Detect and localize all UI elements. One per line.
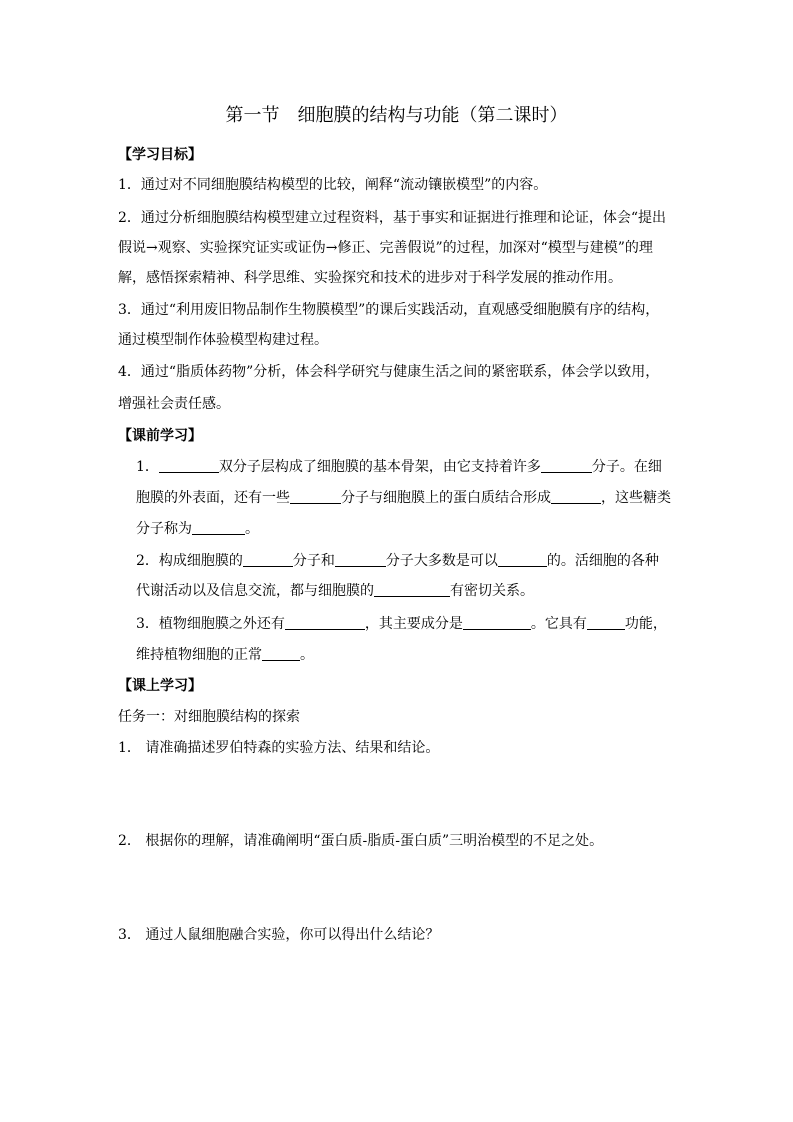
- q2-text-a: 2．构成细胞膜的: [136, 553, 243, 569]
- fill-blank[interactable]: [541, 458, 592, 473]
- q3-text-d: 功能，: [624, 616, 667, 632]
- objective-line-1: 1．通过对不同细胞膜结构模型的比较，阐释“流动镶嵌模型”的内容。: [118, 177, 548, 193]
- fill-blank[interactable]: [498, 552, 547, 567]
- fill-blank[interactable]: [243, 552, 293, 567]
- prelearning-q1-line-2: [136, 488, 671, 508]
- fill-blank[interactable]: [262, 646, 300, 661]
- prelearning-q3-line-2: [136, 645, 314, 665]
- q1-text-a: 双分子层构成了细胞膜的基本骨架，由它支持着许多: [218, 459, 541, 475]
- q1-text-b: 分子。在细: [591, 459, 662, 475]
- objective-line-4: 解，感悟探索精神、科学思维、实验探究和技术的进步对于科学发展的推动作用。: [118, 270, 622, 286]
- objective-line-7: 4．通过“脂质体药物”分析，体会科学研究与健康生活之间的紧密联系，体会学以致用，: [118, 364, 660, 380]
- q2-text-b: 分子和: [292, 553, 335, 569]
- q1-text-c: 胞膜的外表面，还有一些: [136, 490, 290, 506]
- q3-text-c: 。它具有: [530, 616, 587, 632]
- q1-number: 1．: [136, 459, 159, 475]
- q3-text-a: 3．植物细胞膜之外还有: [136, 616, 285, 632]
- objective-line-6: 通过模型制作体验模型构建过程。: [118, 332, 328, 348]
- objectives-heading: 【学习目标】: [118, 147, 202, 163]
- prelearning-q2-line-1: [136, 551, 659, 571]
- q1-text-e: ，这些糖类: [601, 490, 671, 506]
- fill-blank[interactable]: [551, 489, 601, 504]
- q1-text-f: 分子称为: [136, 521, 192, 537]
- q2-text-d: 的。活细胞的各种: [546, 553, 659, 569]
- q3-text-e: 维持植物细胞的正常: [136, 647, 262, 663]
- objective-line-5: 3．通过“利用废旧物品制作生物膜模型”的课后实践活动，直观感受细胞膜有序的结构，: [118, 302, 660, 318]
- inclass-question-1: 1． 请准确描述罗伯特森的实验方法、结果和结论。: [118, 740, 440, 756]
- q3-text-f: 。: [300, 647, 314, 663]
- q2-text-f: 有密切关系。: [450, 583, 534, 599]
- prelearning-q1-line-3: [136, 519, 259, 539]
- fill-blank[interactable]: [159, 458, 219, 473]
- prelearning-heading: 【课前学习】: [118, 428, 202, 444]
- q3-text-b: ，其主要成分是: [364, 616, 463, 632]
- page-title: 第一节 细胞膜的结构与功能（第二课时）: [225, 105, 568, 126]
- inclass-question-3: 3． 通过人鼠细胞融合实验，你可以得出什么结论？: [118, 927, 440, 943]
- objective-line-2: 2．通过分析细胞膜结构模型建立过程资料，基于事实和证据进行推理和论证，体会“提出: [118, 210, 667, 226]
- prelearning-q1-line-1: [136, 457, 662, 477]
- q1-text-d: 分子与细胞膜上的蛋白质结合形成: [341, 490, 551, 506]
- q2-text-e: 代谢活动以及信息交流，都与细胞膜的: [136, 583, 374, 599]
- q1-text-g: 。: [245, 521, 259, 537]
- fill-blank[interactable]: [290, 489, 341, 504]
- fill-blank[interactable]: [463, 615, 531, 630]
- q2-text-c: 分子大多数是可以: [385, 553, 498, 569]
- inclass-question-2: 2． 根据你的理解，请准确阐明“蛋白质-脂质-蛋白质”三明治模型的不足之处。: [118, 833, 604, 849]
- objective-line-8: 增强社会责任感。: [118, 396, 230, 412]
- inclass-heading: 【课上学习】: [118, 678, 202, 694]
- task-title: 任务一：对细胞膜结构的探索: [118, 709, 300, 725]
- objective-line-3: 假说→观察、实验探究证实或证伪→修正、完善假说”的过程，加深对“模型与建模”的理: [118, 240, 653, 256]
- prelearning-q2-line-2: [136, 581, 534, 601]
- prelearning-q3-line-1: [136, 614, 667, 634]
- fill-blank[interactable]: [285, 615, 365, 630]
- fill-blank[interactable]: [587, 615, 625, 630]
- fill-blank[interactable]: [335, 552, 386, 567]
- fill-blank[interactable]: [374, 582, 450, 597]
- fill-blank[interactable]: [192, 520, 245, 535]
